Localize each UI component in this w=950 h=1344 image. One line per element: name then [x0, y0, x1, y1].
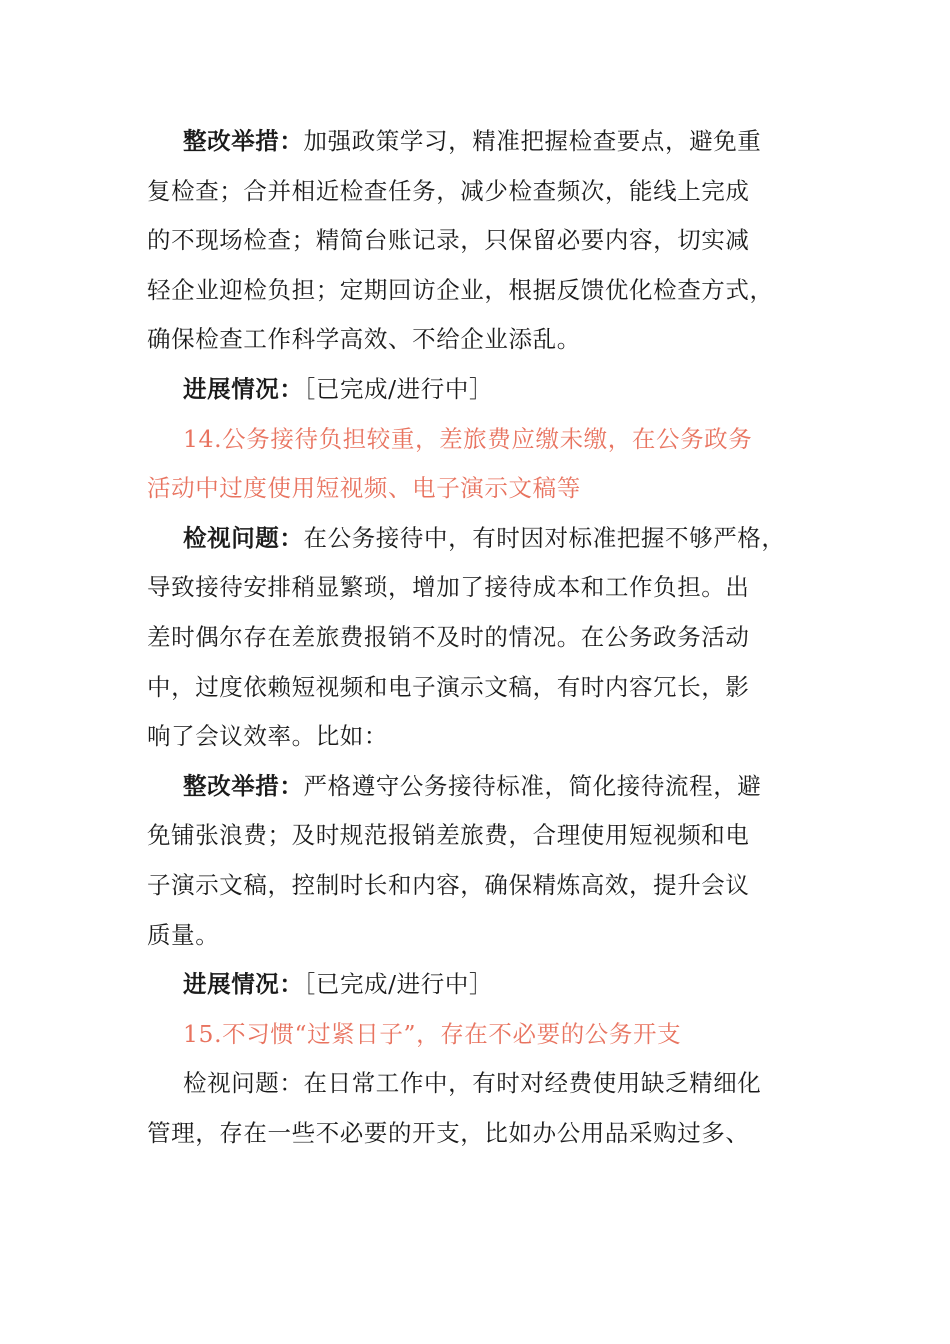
- section-label: 进展情况：: [183, 970, 304, 999]
- paragraph-text: 在公务接待中，有时因对标准把握不够严格，: [303, 523, 786, 552]
- paragraph-line: [147, 762, 807, 812]
- item-heading: 活动中过度使用短视频、电子演示文稿等: [147, 474, 581, 503]
- item-heading: 15.不习惯“过紧日子”，存在不必要的公务开支: [183, 1019, 682, 1048]
- section-label: 整改举措：: [183, 127, 304, 155]
- progress-status: ［已完成/进行中］: [303, 374, 494, 403]
- paragraph-line: 子演示文稿，控制时长和内容，确保精炼高效，提升会议: [147, 870, 750, 899]
- paragraph-line: 中，过度依赖短视频和电子演示文稿，有时内容冗长，影: [147, 672, 750, 701]
- progress-status: ［已完成/进行中］: [303, 970, 494, 999]
- paragraph-text: 严格遵守公务接待标准，简化接待流程，避: [303, 771, 762, 800]
- paragraph-line: 复检查；合并相近检查任务，减少检查频次，能线上完成: [147, 176, 750, 205]
- paragraph-line: 质量。: [147, 920, 220, 949]
- paragraph-line: 检视问题：在日常工作中，有时对经费使用缺乏精细化: [183, 1069, 762, 1098]
- paragraph-line: [147, 514, 807, 564]
- document-page: [147, 117, 807, 1158]
- paragraph-line: 的不现场检查；精简台账记录，只保留必要内容，切实减: [147, 226, 750, 255]
- paragraph-text: 加强政策学习，精准把握检查要点，避免重: [303, 127, 762, 155]
- item-heading: 14.公务接待负担较重，差旅费应缴未缴，在公务政务: [183, 424, 753, 453]
- paragraph-line: 免铺张浪费；及时规范报销差旅费，合理使用短视频和电: [147, 821, 750, 850]
- section-label: 检视问题：: [183, 523, 304, 552]
- progress-line: [147, 365, 807, 415]
- paragraph-line: 确保检查工作科学高效、不给企业添乱。: [147, 325, 581, 354]
- paragraph-line: 轻企业迎检负担；定期回访企业，根据反馈优化检查方式，: [147, 275, 774, 304]
- paragraph-line: 响了会议效率。比如：: [147, 722, 388, 751]
- section-label: 进展情况：: [183, 374, 304, 403]
- paragraph-line: 差时偶尔存在差旅费报销不及时的情况。在公务政务活动: [147, 622, 750, 651]
- paragraph-line: 管理，存在一些不必要的开支，比如办公用品采购过多、: [147, 1118, 750, 1147]
- section-label: 整改举措：: [183, 771, 304, 800]
- paragraph-line: [147, 117, 807, 167]
- progress-line: [147, 960, 807, 1010]
- paragraph-line: 导致接待安排稍显繁琐，增加了接待成本和工作负担。出: [147, 573, 750, 602]
